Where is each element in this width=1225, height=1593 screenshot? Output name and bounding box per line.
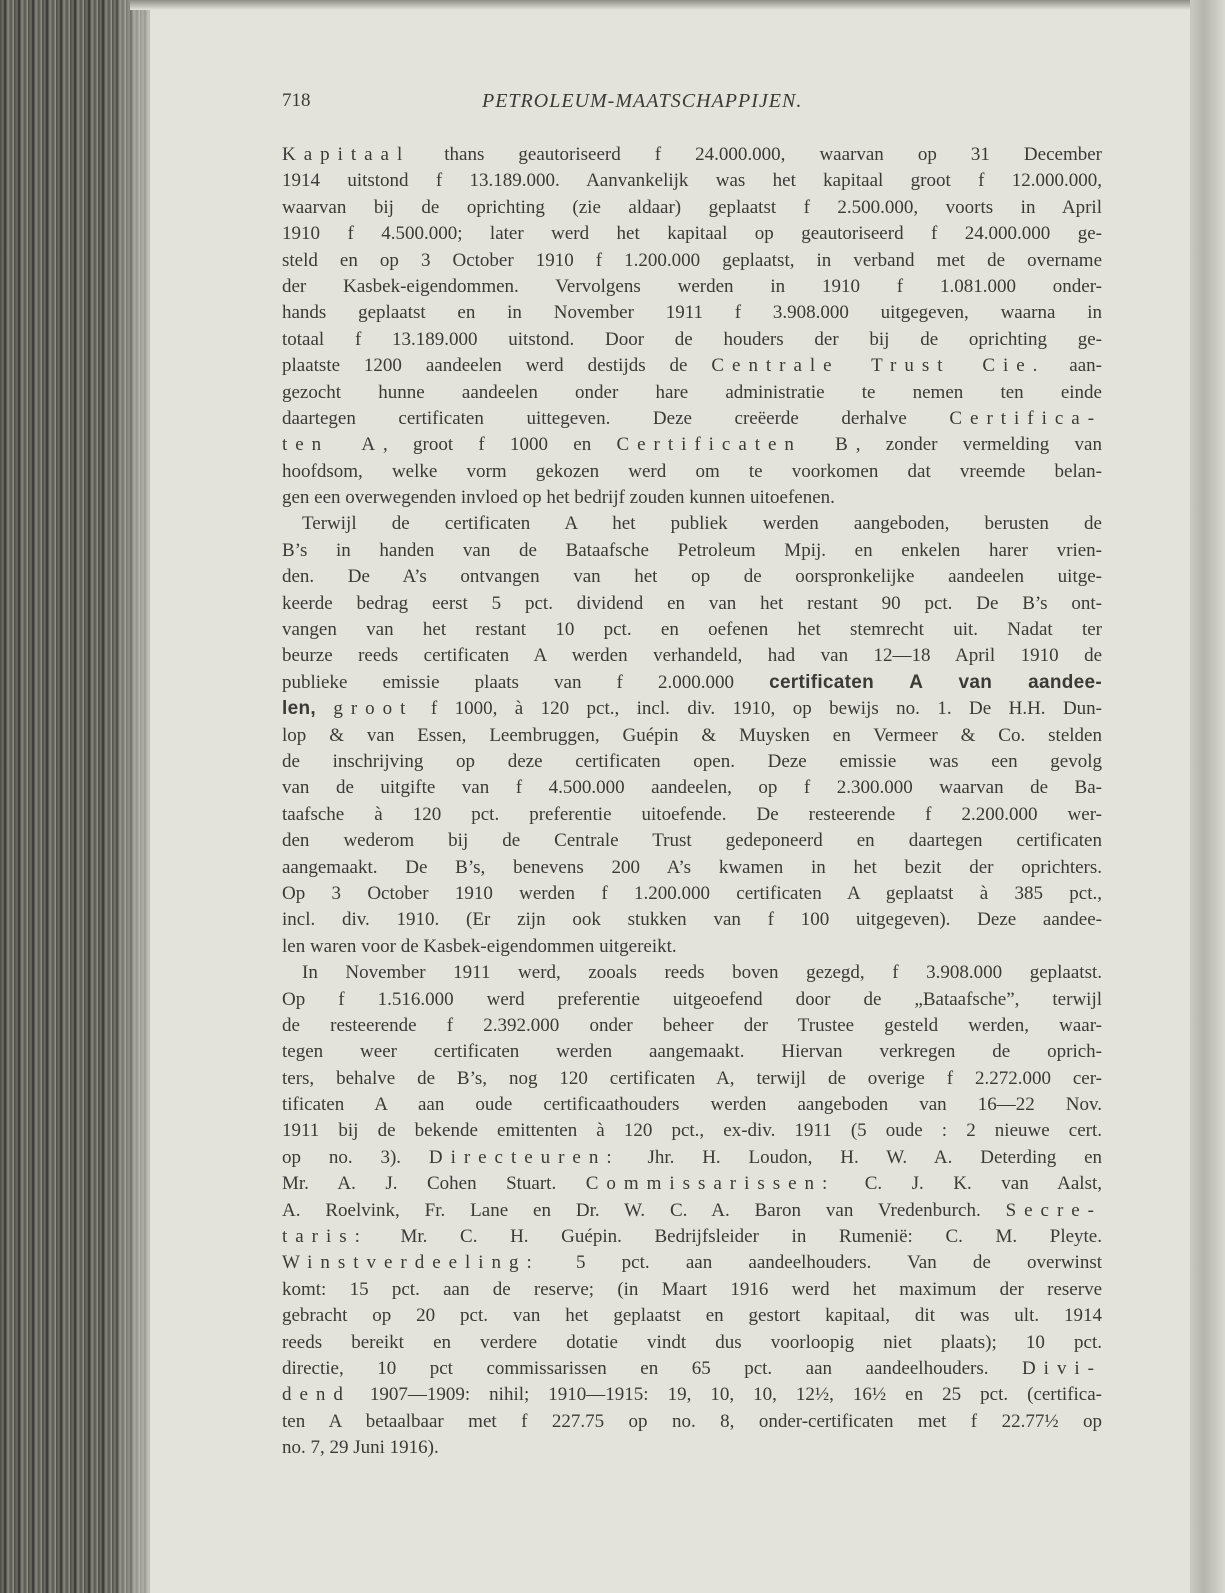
spaced-text: Secre-: [1005, 1199, 1102, 1221]
spaced-text: Divi-: [1021, 1357, 1102, 1379]
text-run: len waren voor de Kasbek-eigendommen uitgereikt.: [282, 935, 677, 957]
text-run: gen een overwegenden invloed op het bedrijf zouden kunnen uitoefenen.: [282, 487, 835, 509]
text-line: [282, 1145, 1102, 1171]
text-run: publieke emissie plaats van f 2.000.000: [282, 671, 770, 693]
text-run: C. J. K. van Aalst,: [835, 1173, 1102, 1195]
text-line: [282, 1092, 1102, 1118]
text-line: [282, 1330, 1102, 1356]
page-header: [282, 90, 1102, 116]
spaced-text: Kapitaal: [282, 144, 411, 165]
text-run: steld en op 3 October 1910 f 1.200.000 geplaatst, in verband met de overname: [282, 249, 1102, 271]
text-run: plaatste 1200 aandeelen werd destijds de: [282, 355, 712, 377]
text-run: , zonder vermelding van: [855, 434, 1102, 456]
text-line: [282, 960, 1102, 986]
text-run: den wederom bij de Centrale Trust gedeponeerd en daartegen certificaten: [282, 830, 1102, 852]
text-run: taafsche à 120 pct. preferentie uitoefende. De resteerende f 2.200.000 wer-: [282, 803, 1102, 825]
text-line: [282, 380, 1102, 406]
text-run: ters, behalve de B’s, nog 120 certificaten A, terwijl de overige f 2.272.000 cer-: [282, 1067, 1102, 1089]
text-line: [282, 749, 1102, 775]
text-run: hoofdsom, welke vorm gekozen werd om te voorkomen dat vreemde belan-: [282, 460, 1102, 482]
spaced-text: taris:: [282, 1226, 368, 1248]
text-run: In November 1911 werd, zooals reeds boven gezegd, f 3.908.000 geplaatst.: [302, 962, 1102, 984]
text-line: [282, 1356, 1102, 1382]
text-run: tegen weer certificaten werden aangemaakt. Hiervan verkregen de oprich-: [282, 1041, 1102, 1063]
text-line: [282, 168, 1102, 194]
text-run: beurze reeds certificaten A werden verhandeld, had van 12—18 April 1910 de: [282, 645, 1102, 667]
text-run: lop & van Essen, Leembruggen, Guépin & Muysken en Vermeer & Co. stelden: [282, 724, 1102, 746]
text-run: reeds bereikt en verdere dotatie vindt dus voorloopig niet plaats); 10 pct.: [282, 1331, 1102, 1353]
text-run: gezocht hunne aandeelen onder hare administratie te nemen ten einde: [282, 381, 1102, 403]
text-line: [282, 1303, 1102, 1329]
text-run: op no. 3).: [282, 1146, 429, 1168]
text-run: gebracht op 20 pct. van het geplaatst en gestort kapitaal, dit was ult. 1914: [282, 1305, 1102, 1327]
text-line: [282, 643, 1102, 669]
text-run: incl. div. 1910. (Er zijn ook stukken van f 100 uitgegeven). Deze aandee-: [282, 909, 1102, 931]
text-run: Mr. A. J. Cohen Stuart.: [282, 1173, 586, 1195]
text-line: [282, 1250, 1102, 1276]
text-line: [282, 1171, 1102, 1197]
spaced-text: Winstverdeeling:: [282, 1252, 540, 1274]
text-line: [282, 1066, 1102, 1092]
text-line: [282, 907, 1102, 933]
text-line: [282, 432, 1102, 458]
text-run: vangen van het restant 10 pct. en oefenen het stemrecht uit. Nadat ter: [282, 619, 1102, 641]
spaced-text: Commissarissen:: [585, 1173, 836, 1195]
text-run: waarvan bij de oprichting (zie aldaar) geplaatst f 2.500.000, voorts in April: [282, 196, 1102, 218]
text-line: [282, 617, 1102, 643]
text-run: tificaten A aan oude certificaathouders werden aangeboden van 16—22 Nov.: [282, 1094, 1102, 1116]
bold-text: certificaten A van aandee-: [769, 671, 1102, 693]
text-line: [282, 248, 1102, 274]
text-run: 1914 uitstond f 13.189.000. Aanvankelijk was het kapitaal groot f 12.000.000,: [282, 170, 1102, 192]
page-top-edge: [130, 0, 1225, 10]
text-run: Op 3 October 1910 werden f 1.200.000 certificaten A geplaatst à 385 pct.,: [282, 882, 1102, 904]
spaced-text: Directeuren:: [428, 1146, 620, 1168]
text-run: aangemaakt. De B’s, benevens 200 A’s kwamen in het bezit der oprichters.: [282, 856, 1102, 878]
text-run: ten A betaalbaar met f 227.75 op no. 8, onder-certificaten met f 22.77½ op: [282, 1410, 1102, 1432]
page-right-edge: [1190, 0, 1225, 1593]
bold-text: len,: [282, 698, 316, 720]
text-line: [282, 1118, 1102, 1144]
text-run: directie, 10 pct commissarissen en 65 pct. aan aandeelhouders.: [282, 1357, 1022, 1379]
text-run: Mr. C. H. Guépin. Bedrijfsleider in Rumenië: C. M. Pleyte.: [367, 1226, 1102, 1248]
text-line: [282, 855, 1102, 881]
text-run: , groot f 1000 en: [383, 434, 617, 456]
spaced-text: dend: [282, 1384, 351, 1406]
running-title: PETROLEUM-MAATSCHAPPIJEN.: [482, 90, 803, 112]
text-line: [282, 802, 1102, 828]
text-run: 5 pct. aan aandeelhouders. Van de overwinst: [539, 1252, 1102, 1274]
text-run: A. Roelvink, Fr. Lane en Dr. W. C. A. Baron van Vredenburch.: [282, 1199, 1006, 1221]
text-line: [282, 775, 1102, 801]
text-line: [282, 564, 1102, 590]
text-line: [282, 327, 1102, 353]
text-line: [282, 274, 1102, 300]
text-run: hands geplaatst en in November 1911 f 3.908.000 uitgegeven, waarna in: [282, 302, 1102, 324]
text-line: [282, 142, 1102, 168]
text-run: 1910 f 4.500.000; later werd het kapitaal op geautoriseerd f 24.000.000 ge-: [282, 223, 1102, 245]
spaced-text: groot: [333, 698, 414, 720]
text-line: [282, 485, 1102, 511]
text-line: [282, 1198, 1102, 1224]
text-run: daartegen certificaten uittegeven. Deze creëerde derhalve: [282, 407, 950, 429]
spaced-text: Centrale Trust Cie.: [711, 355, 1046, 377]
text-line: [282, 511, 1102, 537]
text-run: van de uitgifte van f 4.500.000 aandeelen, op f 2.300.000 waarvan de Ba-: [282, 777, 1102, 799]
text-line: [282, 591, 1102, 617]
text-run: der Kasbek-eigendommen. Vervolgens werden in 1910 f 1.081.000 onder-: [282, 275, 1102, 297]
text-line: [282, 538, 1102, 564]
spaced-text: Certifica-: [949, 407, 1102, 429]
text-line: [282, 221, 1102, 247]
text-run: f 1000, à 120 pct., incl. div. 1910, op bewijs no. 1. De H.H. Dun-: [413, 698, 1103, 720]
text-run: [316, 698, 333, 719]
text-run: B’s in handen van de Bataafsche Petroleum Mpij. en enkelen harer vrien-: [282, 539, 1102, 561]
text-run: 1911 bij de bekende emittenten à 120 pct., ex-div. 1911 (5 oude : 2 nieuwe cert.: [282, 1120, 1102, 1142]
text-line: [282, 1224, 1102, 1250]
text-run: no. 7, 29 Juni 1916).: [282, 1437, 439, 1459]
text-line: [282, 1039, 1102, 1065]
text-line: [282, 670, 1102, 696]
text-line: [282, 1277, 1102, 1303]
body-text: [282, 142, 1102, 1462]
text-line: [282, 881, 1102, 907]
text-line: [282, 195, 1102, 221]
spaced-text: ten A: [282, 434, 384, 456]
text-run: aan-: [1045, 355, 1102, 377]
text-line: [282, 934, 1102, 960]
text-run: thans geautoriseerd f 24.000.000, waarvan op 31 December: [410, 144, 1102, 165]
text-run: den. De A’s ontvangen van het op de oorspronkelijke aandeelen uitge-: [282, 566, 1102, 588]
text-run: totaal f 13.189.000 uitstond. Door de houders der bij de oprichting ge-: [282, 328, 1102, 350]
text-line: [282, 828, 1102, 854]
text-run: de resteerende f 2.392.000 onder beheer der Trustee gesteld werden, waar-: [282, 1014, 1102, 1036]
text-line: [282, 1382, 1102, 1408]
text-line: [282, 459, 1102, 485]
text-run: Terwijl de certificaten A het publiek werden aangeboden, berusten de: [302, 513, 1102, 535]
spaced-text: Certificaten B: [616, 434, 856, 456]
text-line: [282, 1409, 1102, 1435]
text-run: 1907—1909: nihil; 1910—1915: 19, 10, 10, 12½, 16½ en 25 pct. (certifica-: [350, 1384, 1102, 1406]
text-line: [282, 353, 1102, 379]
text-line: [282, 1435, 1102, 1461]
text-run: Jhr. H. Loudon, H. W. A. Deterding en: [619, 1146, 1103, 1168]
text-run: komt: 15 pct. aan de reserve; (in Maart 1916 werd het maximum der reserve: [282, 1278, 1102, 1300]
text-run: de inschrijving op deze certificaten open. Deze emissie was een gevolg: [282, 750, 1102, 772]
text-run: Op f 1.516.000 werd preferentie uitgeoefend door de „Bataafsche”, terwijl: [282, 988, 1102, 1010]
text-run: keerde bedrag eerst 5 pct. dividend en van het restant 90 pct. De B’s ont-: [282, 592, 1102, 614]
text-line: [282, 987, 1102, 1013]
text-line: [282, 723, 1102, 749]
text-line: [282, 1013, 1102, 1039]
gutter-shadow: [110, 0, 170, 1593]
page-number: 718: [282, 90, 311, 111]
text-line: [282, 696, 1102, 722]
text-line: [282, 300, 1102, 326]
text-line: [282, 406, 1102, 432]
